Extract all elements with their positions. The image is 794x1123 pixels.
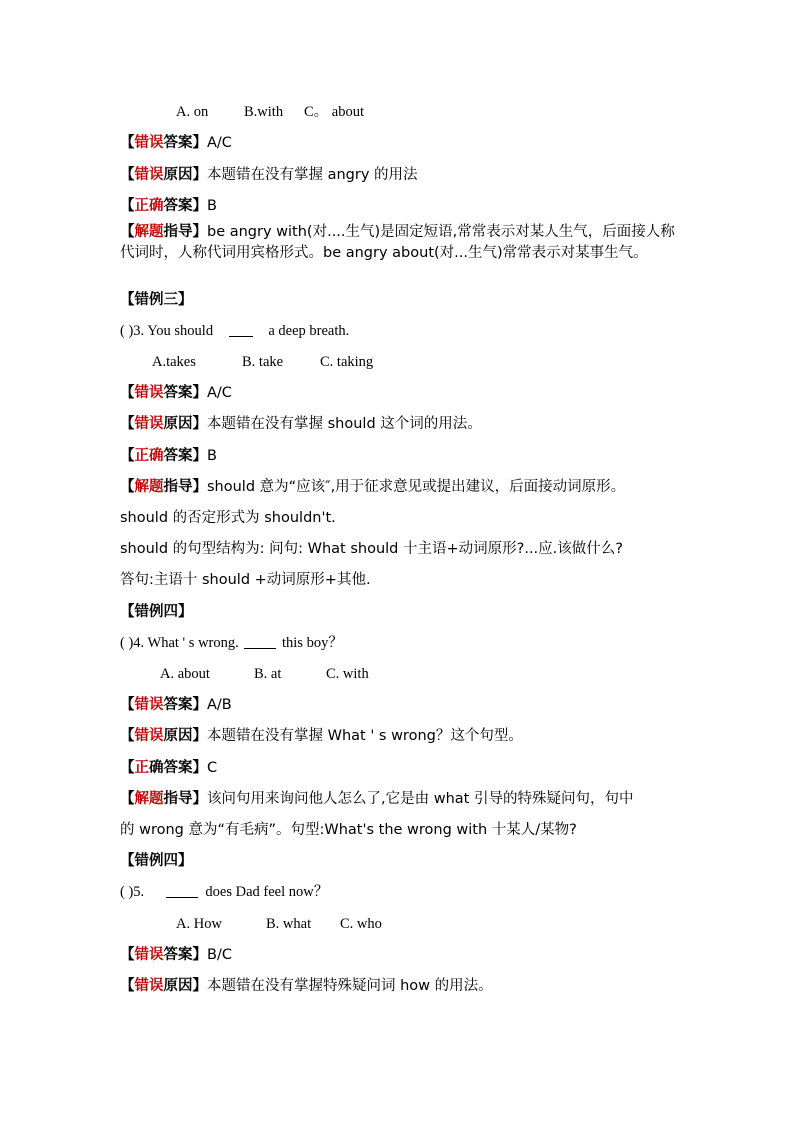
label-wrong-reason: 【错误原因】 (120, 416, 207, 432)
label-wrong-reason: 【错误原因】 (120, 978, 207, 994)
label-guide: 【解题指导】 (120, 479, 207, 495)
q5-options (176, 914, 676, 934)
q2-guide: 【解题指导】be angry with(对....生气)是固定短语,常常表示对某人生气，后面接人称代词时，人称代词用宾格形式。be angry about(对...生气)常常表示对某事生气。 (120, 224, 675, 261)
q4-wrong-answer: 【错误答案】A/B (120, 697, 232, 713)
label-correct-answer: 【正确答案】 (120, 198, 207, 214)
label-wrong-answer: 【错误答案】 (120, 947, 207, 963)
q3-guide-4: 答句:主语十 should +动词原形+其他. (120, 572, 371, 588)
answer-blank (166, 883, 198, 898)
q3-wrong-reason: 【错误原因】本题错在没有掌握 should 这个词的用法。 (120, 416, 482, 432)
label-wrong-answer: 【错误答案】 (120, 697, 207, 713)
option-c: C. who (340, 916, 382, 932)
q2-wrong-answer: 【错误答案】A/C (120, 135, 232, 151)
label-wrong-reason: 【错误原因】 (120, 167, 207, 183)
q3-guide-2: should 的否定形式为 shouldn't. (120, 510, 336, 526)
q3-heading: 【错例三】 (120, 292, 193, 308)
q2-options (176, 102, 676, 122)
q3-guide-3: should 的句型结构为: 问句: What should 十主语+动词原形?...应.该做什么? (120, 541, 623, 557)
q2-wrong-reason: 【错误原因】本题错在没有掌握 angry 的用法 (120, 167, 418, 183)
answer-blank (229, 322, 253, 337)
option-c: C. with (326, 666, 369, 682)
q3-wrong-answer: 【错误答案】A/C (120, 385, 232, 401)
option-b: B. take (242, 354, 284, 370)
answer-blank (244, 634, 276, 649)
label-correct-answer: 【正确答案】 (120, 760, 207, 776)
q5-wrong-answer: 【错误答案】B/C (120, 947, 232, 963)
q5-heading: 【错例四】 (120, 853, 193, 869)
option-a: A. on (176, 104, 209, 120)
label-wrong-reason: 【错误原因】 (120, 728, 207, 744)
q3-guide-1: 【解题指导】should 意为“应该″,用于征求意见或提出建议，后面接动词原形。 (120, 479, 626, 495)
q3-correct-answer: 【正确答案】B (120, 448, 217, 464)
q5-wrong-reason: 【错误原因】本题错在没有掌握特殊疑问词 how 的用法。 (120, 978, 493, 994)
option-b: B. at (254, 666, 282, 682)
option-a: A. How (176, 916, 222, 932)
label-correct-answer: 【正确答案】 (120, 448, 207, 464)
q4-guide-2: 的 wrong 意为“有毛病”。句型:What's the wrong with 十某人/某物? (120, 822, 577, 838)
option-c: C. taking (320, 354, 374, 370)
q3-stem: ( )3. You should a deep breath. (120, 323, 350, 339)
q5-stem: ( )5. does Dad feel now？ (120, 884, 329, 900)
label-guide: 【解题指导】 (120, 224, 207, 240)
option-c: C。 about (304, 104, 365, 120)
q4-stem: ( )4. What ' s wrong. this boy？ (120, 635, 343, 651)
option-a: A.takes (152, 354, 196, 370)
q3-options (152, 352, 676, 372)
q4-wrong-reason: 【错误原因】本题错在没有掌握 What ' s wrong？这个句型。 (120, 728, 523, 744)
q4-heading: 【错例四】 (120, 604, 193, 620)
q2-correct-answer: 【正确答案】B (120, 198, 217, 214)
label-wrong-answer: 【错误答案】 (120, 385, 207, 401)
option-b: B. what (266, 916, 312, 932)
label-guide: 【解题指导】 (120, 791, 207, 807)
q4-correct-answer: 【正确答案】C (120, 760, 218, 776)
q4-options (160, 664, 676, 684)
q4-guide-1: 【解题指导】该问句用来询问他人怎么了,它是由 what 引导的特殊疑问句，句中 (120, 791, 634, 807)
option-a: A. about (160, 666, 210, 682)
option-b: B.with (244, 104, 284, 120)
label-wrong-answer: 【错误答案】 (120, 135, 207, 151)
